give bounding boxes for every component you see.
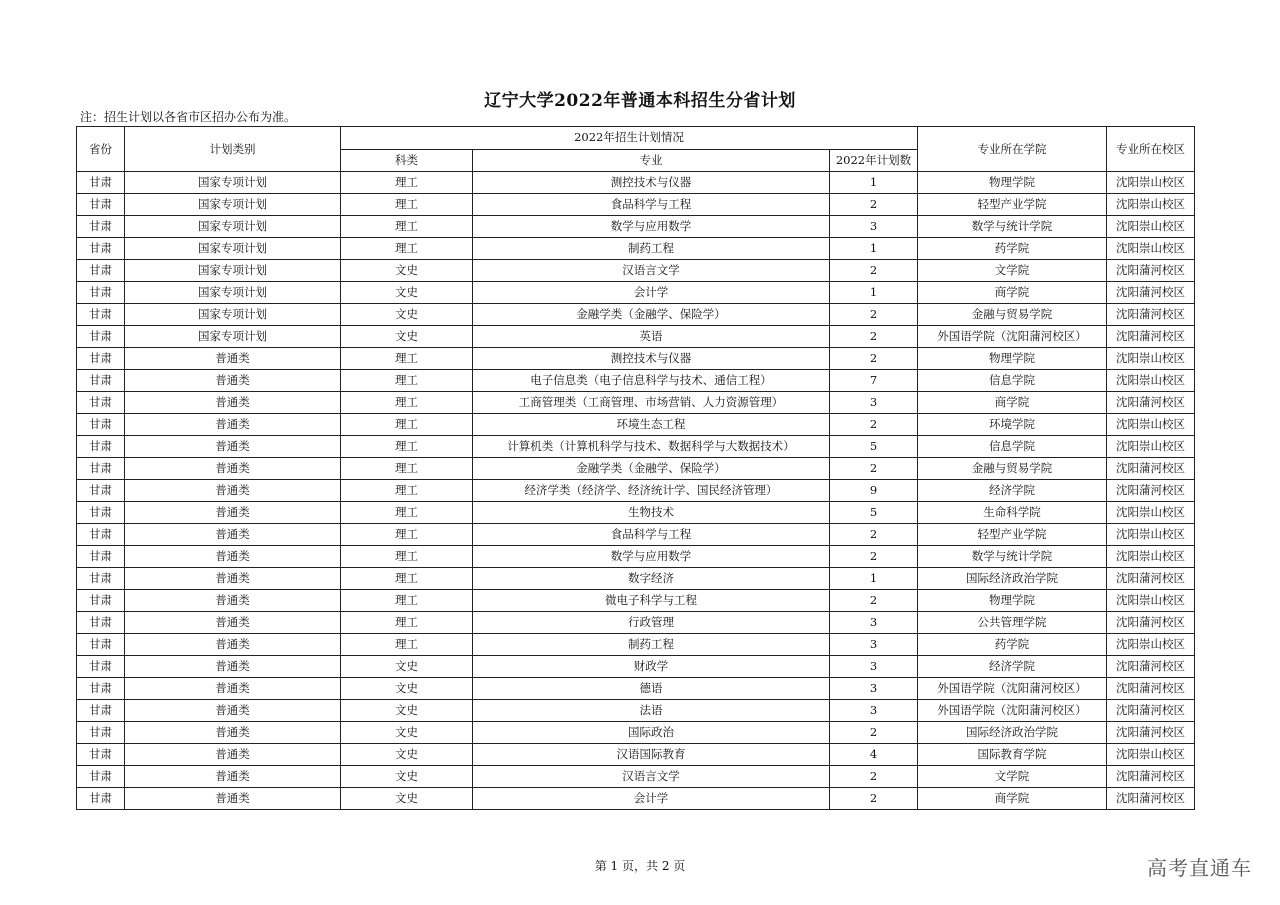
cell-province: 甘肃 [77, 282, 125, 304]
cell-major: 环境生态工程 [473, 414, 830, 436]
cell-campus: 沈阳蒲河校区 [1107, 568, 1195, 590]
cell-plan-type: 普通类 [125, 788, 341, 810]
cell-campus: 沈阳崇山校区 [1107, 348, 1195, 370]
header-plan-group: 2022年招生计划情况 [341, 127, 918, 150]
cell-subject: 文史 [341, 656, 473, 678]
cell-count: 3 [830, 700, 918, 722]
cell-major: 食品科学与工程 [473, 194, 830, 216]
cell-college: 外国语学院（沈阳蒲河校区） [918, 700, 1107, 722]
cell-count: 2 [830, 414, 918, 436]
cell-province: 甘肃 [77, 590, 125, 612]
cell-college: 轻型产业学院 [918, 194, 1107, 216]
cell-plan-type: 普通类 [125, 766, 341, 788]
cell-major: 微电子科学与工程 [473, 590, 830, 612]
table-row [77, 370, 1195, 392]
cell-plan-type: 普通类 [125, 436, 341, 458]
cell-count: 3 [830, 392, 918, 414]
cell-plan-type: 国家专项计划 [125, 216, 341, 238]
table-row [77, 656, 1195, 678]
watermark-text: 高考直通车 [1147, 856, 1252, 880]
enrollment-plan-table [76, 126, 1195, 810]
table-row [77, 634, 1195, 656]
cell-college: 数学与统计学院 [918, 546, 1107, 568]
table-row [77, 722, 1195, 744]
cell-subject: 理工 [341, 414, 473, 436]
table-row [77, 194, 1195, 216]
cell-campus: 沈阳崇山校区 [1107, 502, 1195, 524]
table-row [77, 348, 1195, 370]
cell-plan-type: 国家专项计划 [125, 326, 341, 348]
cell-subject: 文史 [341, 788, 473, 810]
cell-count: 2 [830, 546, 918, 568]
cell-subject: 文史 [341, 260, 473, 282]
table-row [77, 216, 1195, 238]
cell-count: 1 [830, 282, 918, 304]
table-row [77, 436, 1195, 458]
cell-college: 文学院 [918, 260, 1107, 282]
cell-plan-type: 普通类 [125, 480, 341, 502]
cell-subject: 文史 [341, 304, 473, 326]
cell-major: 法语 [473, 700, 830, 722]
table-row [77, 546, 1195, 568]
cell-major: 行政管理 [473, 612, 830, 634]
cell-province: 甘肃 [77, 788, 125, 810]
cell-campus: 沈阳崇山校区 [1107, 590, 1195, 612]
cell-province: 甘肃 [77, 238, 125, 260]
cell-subject: 理工 [341, 392, 473, 414]
cell-campus: 沈阳蒲河校区 [1107, 678, 1195, 700]
cell-major: 国际政治 [473, 722, 830, 744]
cell-plan-type: 普通类 [125, 678, 341, 700]
page-number: 第 1 页，共 2 页 [594, 859, 686, 873]
cell-subject: 文史 [341, 766, 473, 788]
table-row [77, 766, 1195, 788]
header-college: 专业所在学院 [918, 127, 1107, 172]
cell-count: 4 [830, 744, 918, 766]
cell-major: 数学与应用数学 [473, 216, 830, 238]
cell-campus: 沈阳蒲河校区 [1107, 612, 1195, 634]
cell-count: 1 [830, 172, 918, 194]
table-row [77, 172, 1195, 194]
cell-count: 2 [830, 194, 918, 216]
cell-major: 汉语言文学 [473, 766, 830, 788]
cell-subject: 文史 [341, 678, 473, 700]
cell-province: 甘肃 [77, 414, 125, 436]
cell-plan-type: 普通类 [125, 524, 341, 546]
cell-province: 甘肃 [77, 172, 125, 194]
cell-campus: 沈阳崇山校区 [1107, 524, 1195, 546]
cell-count: 2 [830, 722, 918, 744]
cell-campus: 沈阳崇山校区 [1107, 546, 1195, 568]
cell-campus: 沈阳崇山校区 [1107, 216, 1195, 238]
cell-college: 国际经济政治学院 [918, 568, 1107, 590]
cell-college: 经济学院 [918, 480, 1107, 502]
cell-plan-type: 普通类 [125, 392, 341, 414]
cell-major: 数学与应用数学 [473, 546, 830, 568]
cell-subject: 理工 [341, 216, 473, 238]
cell-major: 生物技术 [473, 502, 830, 524]
cell-province: 甘肃 [77, 194, 125, 216]
cell-subject: 理工 [341, 568, 473, 590]
cell-major: 食品科学与工程 [473, 524, 830, 546]
cell-count: 7 [830, 370, 918, 392]
cell-province: 甘肃 [77, 744, 125, 766]
cell-province: 甘肃 [77, 392, 125, 414]
cell-count: 2 [830, 590, 918, 612]
cell-campus: 沈阳蒲河校区 [1107, 700, 1195, 722]
cell-plan-type: 普通类 [125, 546, 341, 568]
cell-plan-type: 普通类 [125, 634, 341, 656]
table-row [77, 744, 1195, 766]
cell-college: 数学与统计学院 [918, 216, 1107, 238]
cell-college: 金融与贸易学院 [918, 304, 1107, 326]
cell-subject: 文史 [341, 700, 473, 722]
header-campus: 专业所在校区 [1107, 127, 1195, 172]
cell-count: 2 [830, 524, 918, 546]
cell-count: 2 [830, 788, 918, 810]
cell-major: 会计学 [473, 788, 830, 810]
cell-subject: 理工 [341, 172, 473, 194]
cell-major: 数字经济 [473, 568, 830, 590]
cell-province: 甘肃 [77, 766, 125, 788]
cell-plan-type: 普通类 [125, 458, 341, 480]
cell-province: 甘肃 [77, 480, 125, 502]
cell-plan-type: 普通类 [125, 590, 341, 612]
cell-major: 财政学 [473, 656, 830, 678]
table-row [77, 568, 1195, 590]
cell-province: 甘肃 [77, 678, 125, 700]
cell-major: 英语 [473, 326, 830, 348]
cell-plan-type: 普通类 [125, 656, 341, 678]
cell-college: 商学院 [918, 788, 1107, 810]
cell-plan-type: 普通类 [125, 370, 341, 392]
cell-college: 金融与贸易学院 [918, 458, 1107, 480]
cell-major: 电子信息类（电子信息科学与技术、通信工程） [473, 370, 830, 392]
cell-plan-type: 普通类 [125, 348, 341, 370]
cell-campus: 沈阳崇山校区 [1107, 634, 1195, 656]
table-row [77, 788, 1195, 810]
cell-count: 2 [830, 348, 918, 370]
page-title: 辽宁大学2022年普通本科招生分省计划 [484, 91, 796, 111]
cell-college: 商学院 [918, 282, 1107, 304]
cell-major: 汉语国际教育 [473, 744, 830, 766]
cell-province: 甘肃 [77, 568, 125, 590]
cell-plan-type: 普通类 [125, 744, 341, 766]
cell-plan-type: 国家专项计划 [125, 260, 341, 282]
cell-plan-type: 国家专项计划 [125, 238, 341, 260]
cell-subject: 理工 [341, 480, 473, 502]
cell-count: 3 [830, 678, 918, 700]
cell-college: 药学院 [918, 634, 1107, 656]
cell-college: 轻型产业学院 [918, 524, 1107, 546]
cell-campus: 沈阳崇山校区 [1107, 414, 1195, 436]
note-text: 注：招生计划以各省市区招办公布为准。 [80, 110, 297, 124]
cell-college: 信息学院 [918, 436, 1107, 458]
cell-count: 2 [830, 326, 918, 348]
cell-plan-type: 国家专项计划 [125, 194, 341, 216]
table-row [77, 304, 1195, 326]
table-row [77, 502, 1195, 524]
cell-campus: 沈阳蒲河校区 [1107, 392, 1195, 414]
cell-college: 环境学院 [918, 414, 1107, 436]
cell-major: 金融学类（金融学、保险学） [473, 458, 830, 480]
cell-major: 会计学 [473, 282, 830, 304]
cell-province: 甘肃 [77, 656, 125, 678]
table-row [77, 326, 1195, 348]
cell-subject: 理工 [341, 238, 473, 260]
table-row [77, 700, 1195, 722]
cell-count: 5 [830, 502, 918, 524]
cell-college: 经济学院 [918, 656, 1107, 678]
cell-major: 德语 [473, 678, 830, 700]
cell-subject: 理工 [341, 436, 473, 458]
cell-count: 3 [830, 216, 918, 238]
cell-major: 计算机类（计算机科学与技术、数据科学与大数据技术） [473, 436, 830, 458]
cell-major: 汉语言文学 [473, 260, 830, 282]
cell-count: 9 [830, 480, 918, 502]
cell-count: 1 [830, 568, 918, 590]
cell-plan-type: 国家专项计划 [125, 304, 341, 326]
cell-college: 国际教育学院 [918, 744, 1107, 766]
cell-province: 甘肃 [77, 722, 125, 744]
cell-subject: 理工 [341, 546, 473, 568]
cell-province: 甘肃 [77, 524, 125, 546]
cell-college: 外国语学院（沈阳蒲河校区） [918, 326, 1107, 348]
cell-campus: 沈阳崇山校区 [1107, 238, 1195, 260]
cell-province: 甘肃 [77, 458, 125, 480]
cell-college: 物理学院 [918, 590, 1107, 612]
header-plan-type: 计划类别 [125, 127, 341, 172]
table-body [77, 172, 1195, 810]
cell-campus: 沈阳崇山校区 [1107, 172, 1195, 194]
table-row [77, 414, 1195, 436]
cell-college: 外国语学院（沈阳蒲河校区） [918, 678, 1107, 700]
cell-province: 甘肃 [77, 546, 125, 568]
cell-count: 5 [830, 436, 918, 458]
cell-campus: 沈阳崇山校区 [1107, 370, 1195, 392]
cell-major: 工商管理类（工商管理、市场营销、人力资源管理） [473, 392, 830, 414]
cell-campus: 沈阳蒲河校区 [1107, 304, 1195, 326]
cell-plan-type: 普通类 [125, 700, 341, 722]
table-row [77, 458, 1195, 480]
cell-province: 甘肃 [77, 216, 125, 238]
cell-campus: 沈阳蒲河校区 [1107, 260, 1195, 282]
cell-college: 公共管理学院 [918, 612, 1107, 634]
cell-province: 甘肃 [77, 304, 125, 326]
cell-campus: 沈阳蒲河校区 [1107, 788, 1195, 810]
cell-subject: 理工 [341, 590, 473, 612]
cell-plan-type: 国家专项计划 [125, 282, 341, 304]
cell-subject: 理工 [341, 634, 473, 656]
cell-college: 物理学院 [918, 172, 1107, 194]
header-province: 省份 [77, 127, 125, 172]
cell-campus: 沈阳蒲河校区 [1107, 326, 1195, 348]
cell-plan-type: 普通类 [125, 722, 341, 744]
cell-campus: 沈阳崇山校区 [1107, 194, 1195, 216]
cell-subject: 理工 [341, 612, 473, 634]
cell-campus: 沈阳蒲河校区 [1107, 480, 1195, 502]
header-major: 专业 [473, 149, 830, 172]
cell-subject: 文史 [341, 744, 473, 766]
cell-province: 甘肃 [77, 634, 125, 656]
cell-count: 3 [830, 612, 918, 634]
cell-major: 经济学类（经济学、经济统计学、国民经济管理） [473, 480, 830, 502]
table-row [77, 524, 1195, 546]
cell-count: 1 [830, 238, 918, 260]
cell-college: 物理学院 [918, 348, 1107, 370]
cell-province: 甘肃 [77, 612, 125, 634]
cell-college: 药学院 [918, 238, 1107, 260]
cell-count: 3 [830, 634, 918, 656]
cell-subject: 文史 [341, 722, 473, 744]
cell-subject: 理工 [341, 524, 473, 546]
cell-subject: 理工 [341, 194, 473, 216]
cell-province: 甘肃 [77, 326, 125, 348]
cell-count: 2 [830, 766, 918, 788]
cell-count: 3 [830, 656, 918, 678]
cell-campus: 沈阳蒲河校区 [1107, 656, 1195, 678]
cell-college: 信息学院 [918, 370, 1107, 392]
cell-major: 测控技术与仪器 [473, 172, 830, 194]
cell-subject: 文史 [341, 282, 473, 304]
cell-plan-type: 普通类 [125, 568, 341, 590]
cell-campus: 沈阳蒲河校区 [1107, 722, 1195, 744]
cell-province: 甘肃 [77, 260, 125, 282]
table-row [77, 260, 1195, 282]
cell-plan-type: 普通类 [125, 414, 341, 436]
cell-major: 金融学类（金融学、保险学） [473, 304, 830, 326]
cell-province: 甘肃 [77, 700, 125, 722]
table-row [77, 282, 1195, 304]
header-subject: 科类 [341, 149, 473, 172]
table-row [77, 480, 1195, 502]
cell-subject: 理工 [341, 370, 473, 392]
cell-province: 甘肃 [77, 502, 125, 524]
cell-major: 制药工程 [473, 238, 830, 260]
cell-college: 文学院 [918, 766, 1107, 788]
cell-subject: 理工 [341, 458, 473, 480]
cell-major: 测控技术与仪器 [473, 348, 830, 370]
cell-college: 生命科学院 [918, 502, 1107, 524]
cell-plan-type: 国家专项计划 [125, 172, 341, 194]
cell-count: 2 [830, 458, 918, 480]
cell-major: 制药工程 [473, 634, 830, 656]
cell-subject: 理工 [341, 502, 473, 524]
cell-campus: 沈阳蒲河校区 [1107, 458, 1195, 480]
header-count: 2022年计划数 [830, 149, 918, 172]
cell-campus: 沈阳蒲河校区 [1107, 282, 1195, 304]
cell-subject: 理工 [341, 348, 473, 370]
cell-plan-type: 普通类 [125, 502, 341, 524]
cell-plan-type: 普通类 [125, 612, 341, 634]
cell-campus: 沈阳崇山校区 [1107, 436, 1195, 458]
cell-campus: 沈阳蒲河校区 [1107, 766, 1195, 788]
cell-campus: 沈阳崇山校区 [1107, 744, 1195, 766]
cell-college: 国际经济政治学院 [918, 722, 1107, 744]
table-row [77, 590, 1195, 612]
table-row [77, 392, 1195, 414]
cell-college: 商学院 [918, 392, 1107, 414]
cell-count: 2 [830, 260, 918, 282]
cell-count: 2 [830, 304, 918, 326]
cell-province: 甘肃 [77, 370, 125, 392]
cell-province: 甘肃 [77, 348, 125, 370]
cell-subject: 文史 [341, 326, 473, 348]
cell-province: 甘肃 [77, 436, 125, 458]
table-row [77, 238, 1195, 260]
table-row [77, 612, 1195, 634]
table-row [77, 678, 1195, 700]
